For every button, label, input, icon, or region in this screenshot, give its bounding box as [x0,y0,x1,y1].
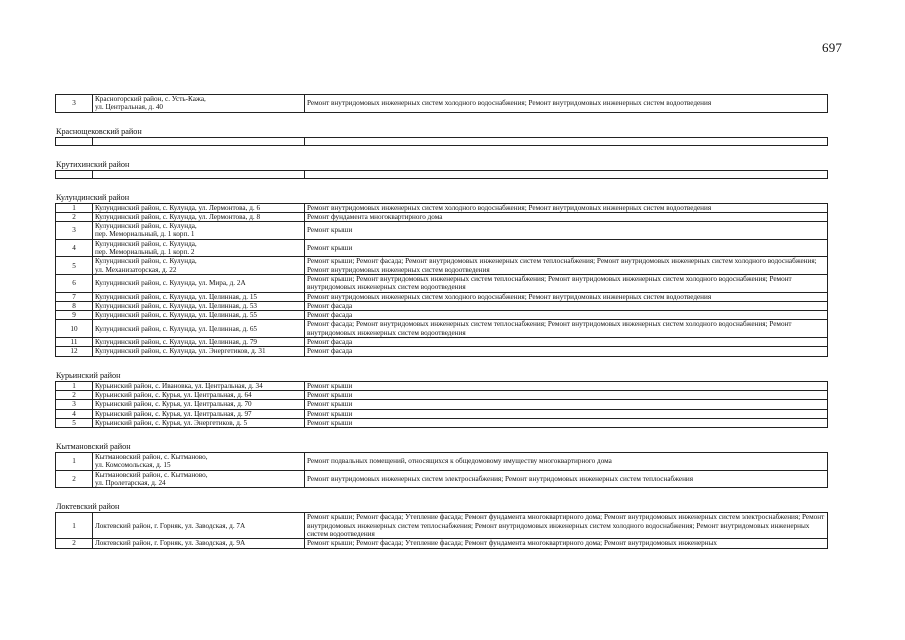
address-cell: Кулундинский район, с. Кулунда, пер. Мемориальный, д. 1 корп. 2 [93,239,305,257]
table-row [56,409,828,418]
work-type-cell: Ремонт фасада; Ремонт внутридомовых инженерных систем теплоснабжения; Ремонт внутридомовых инженерных систем холодного водоснабжения; Ремонт внутридомовых инженерных систем водоотведения [305,320,828,338]
row-number: 4 [56,409,93,418]
table-row [56,418,828,427]
work-type-cell: Ремонт крыши [305,390,828,399]
district-table [55,452,828,488]
address-cell: Кулундинский район, с. Кулунда, ул. Механизаторская, д. 22 [93,257,305,275]
address-cell: Кытмановский район, с. Кытманово, ул. Пролетарская, д. 24 [93,470,305,488]
address-cell: Кытмановский район, с. Кытманово, ул. Комсомольская, д. 15 [93,453,305,471]
table-row [56,257,828,275]
row-number: 12 [56,347,93,356]
row-number: 2 [56,390,93,399]
district-table [55,381,828,428]
work-type-cell: Ремонт внутридомовых инженерных систем холодного водоснабжения; Ремонт внутридомовых инженерных систем водоотведения [305,292,828,301]
table-row [56,203,828,212]
table-row [56,239,828,257]
address-cell: Курьинский район, с. Курья, ул. Центральная, д. 70 [93,400,305,409]
table-row [56,400,828,409]
work-type-cell: Ремонт крыши [305,418,828,427]
address-cell: Кулундинский район, с. Кулунда, ул. Энергетиков, д. 31 [93,347,305,356]
empty-cell [56,137,93,145]
table-row [56,311,828,320]
address-cell: Курьинский район, с. Курья, ул. Центральная, д. 97 [93,409,305,418]
row-number: 1 [56,453,93,471]
address-cell: Курьинский район, с. Курья, ул. Энергетиков, д. 5 [93,418,305,427]
table-row [56,95,828,113]
district-table [55,137,828,146]
address-cell: Кулундинский район, с. Кулунда, ул. Целинная, д. 65 [93,320,305,338]
districts-container [55,127,827,549]
table-row [56,301,828,310]
table-row [56,381,828,390]
row-number: 5 [56,418,93,427]
work-type-cell: Ремонт фасада [305,311,828,320]
work-type-cell: Ремонт крыши; Ремонт фасада; Утепление фасада; Ремонт фундамента многоквартирного дома; Ремонт внутридомовых инженерных [305,539,828,548]
work-type-cell: Ремонт фасада [305,347,828,356]
work-type-cell: Ремонт крыши [305,381,828,390]
work-type-cell: Ремонт крыши; Ремонт фасада; Ремонт внутридомовых инженерных систем теплоснабжения; Ремонт внутридомовых инженерных систем холодного водоснабжения; Ремонт внутридомовых инженерных систем водоотведения [305,257,828,275]
address-cell: Кулундинский район, с. Кулунда, ул. Лермонтова, д. 6 [93,203,305,212]
district-title: Локтевский район [56,502,120,512]
row-number: 4 [56,239,93,257]
address-cell: Красногорский район, с. Усть-Кажа, ул. Центральная, д. 40 [93,95,305,113]
row-number: 3 [56,400,93,409]
address-cell: Кулундинский район, с. Кулунда, ул. Целинная, д. 53 [93,301,305,310]
row-number: 5 [56,257,93,275]
work-type-cell: Ремонт крыши [305,409,828,418]
district-table [55,203,828,357]
row-number: 2 [56,539,93,548]
table-row [56,222,828,240]
address-cell: Курьинский район, с. Курья, ул. Центральная, д. 64 [93,390,305,399]
address-cell: Локтевский район, г. Горняк, ул. Заводская, д. 7А [93,513,305,539]
table-row [56,274,828,292]
page-number: 697 [822,40,843,55]
row-number: 3 [56,95,93,113]
address-cell: Локтевский район, г. Горняк, ул. Заводская, д. 9А [93,539,305,548]
row-number: 10 [56,320,93,338]
table-row [56,539,828,548]
table-row [56,513,828,539]
row-number: 11 [56,338,93,347]
work-type-cell: Ремонт внутридомовых инженерных систем холодного водоснабжения; Ремонт внутридомовых инженерных систем водоотведения [305,203,828,212]
work-type-cell: Ремонт крыши; Ремонт фасада; Утепление фасада; Ремонт фундамента многоквартирного дома; Ремонт внутридомовых инженерных систем электроснабжения; Ремонт внутридомовых инженерных систем теплоснабжения; Ремонт внутридомовых инженерных систем холодного водоснабжения; Ремонт внутридомовых инженерных систем водоотведения [305,513,828,539]
work-type-cell: Ремонт фасада [305,338,828,347]
row-number: 1 [56,381,93,390]
work-type-cell: Ремонт крыши; Ремонт внутридомовых инженерных систем теплоснабжения; Ремонт внутридомовых инженерных систем холодного водоснабжения; Ремонт внутридомовых инженерных систем водоотведения [305,274,828,292]
row-number: 6 [56,274,93,292]
table-row [56,390,828,399]
work-type-cell: Ремонт внутридомовых инженерных систем электроснабжения; Ремонт внутридомовых инженерных систем теплоснабжения [305,470,828,488]
district-title: Курьинский район [56,370,121,380]
table-row [56,338,828,347]
address-cell: Кулундинский район, с. Кулунда, ул. Лермонтова, д. 8 [93,212,305,221]
district-table [55,170,828,179]
empty-row [56,137,828,145]
row-number: 9 [56,311,93,320]
table-row [56,470,828,488]
work-type-cell: Ремонт фундамента многоквартирного дома [305,212,828,221]
address-cell: Кулундинский район, с. Кулунда, пер. Мемориальный, д. 1 корп. 1 [93,222,305,240]
work-type-cell: Ремонт фасада [305,301,828,310]
top-table [55,94,828,113]
row-number: 2 [56,212,93,221]
district-title: Кулундинский район [56,192,130,202]
empty-cell [93,137,305,145]
empty-cell [56,170,93,178]
table-row [56,347,828,356]
row-number: 1 [56,513,93,539]
address-cell: Кулундинский район, с. Кулунда, ул. Целинная, д. 15 [93,292,305,301]
address-cell: Кулундинский район, с. Кулунда, ул. Мира, д. 2А [93,274,305,292]
empty-cell [305,170,828,178]
address-cell: Кулундинский район, с. Кулунда, ул. Целинная, д. 79 [93,338,305,347]
work-type-cell: Ремонт внутридомовых инженерных систем холодного водоснабжения; Ремонт внутридомовых инженерных систем водоотведения [305,95,828,113]
table-row [56,453,828,471]
district-table [55,512,828,548]
row-number: 7 [56,292,93,301]
district-title: Краснощековский район [56,126,142,136]
district-title: Крутихинский район [56,159,130,169]
work-type-cell: Ремонт крыши [305,400,828,409]
table-row [56,320,828,338]
work-type-cell: Ремонт крыши [305,222,828,240]
row-number: 8 [56,301,93,310]
row-number: 3 [56,222,93,240]
table-row [56,292,828,301]
empty-cell [305,137,828,145]
work-type-cell: Ремонт подвальных помещений, относящихся к общедомовому имуществу многоквартирного дома [305,453,828,471]
row-number: 2 [56,470,93,488]
address-cell: Курьинский район, с. Ивановка, ул. Центральная, д. 34 [93,381,305,390]
table-row [56,212,828,221]
empty-row [56,170,828,178]
empty-cell [93,170,305,178]
repair-schedule-document [55,94,827,549]
work-type-cell: Ремонт крыши [305,239,828,257]
district-title: Кытмановский район [56,442,131,452]
address-cell: Кулундинский район, с. Кулунда, ул. Целинная, д. 55 [93,311,305,320]
row-number: 1 [56,203,93,212]
